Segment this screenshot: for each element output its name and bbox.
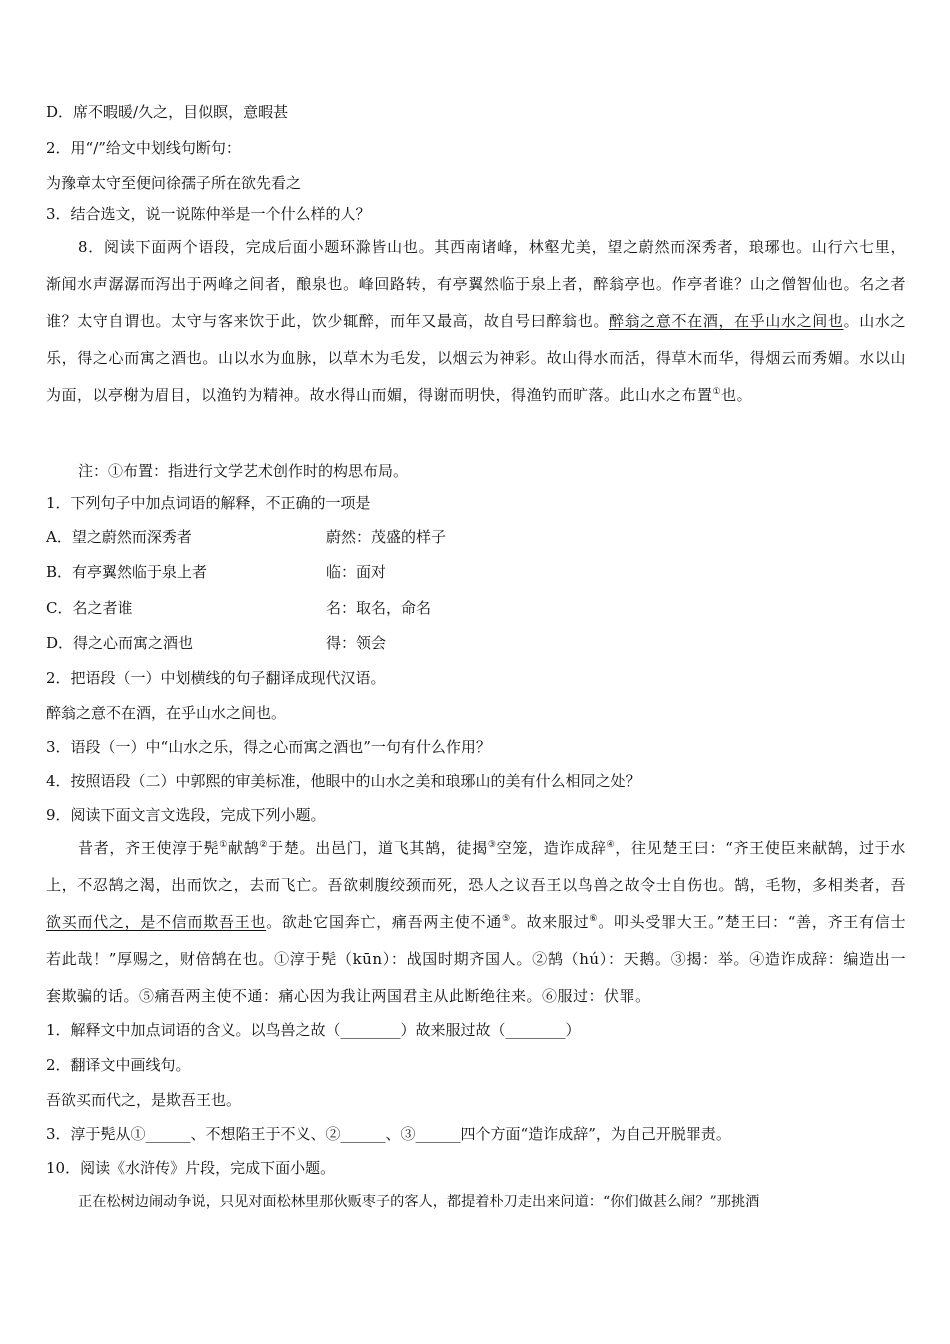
q8-question-1: 1．下列句子中加点词语的解释，不正确的一项是 <box>46 494 371 512</box>
q8-option-d: D．得之心而寓之酒也 <box>46 634 194 652</box>
q9-text-b: 献鹄 <box>228 839 260 857</box>
q8-passage <box>46 229 906 414</box>
q10-heading: 10．阅读《水浒传》片段，完成下面小题。 <box>46 1159 336 1177</box>
q8-note: 注：①布置：指进行文学艺术创作时的构思布局。 <box>78 462 409 480</box>
q8-option-a: A．望之蔚然而深秀者 <box>46 528 192 546</box>
q9-text-c: 于楚。出邑门，道飞其鹄，徒揭 <box>268 839 488 857</box>
q8-underlined-sentence: 醉翁之意不在酒，在乎山水之间也 <box>608 312 844 330</box>
q8-question-2-text: 醉翁之意不在酒，在乎山水之间也。 <box>46 704 287 722</box>
q9-passage <box>46 830 906 1015</box>
q9-question-1: 1．解释文中加点词语的含义。以鸟兽之故（________）故来服过故（________） <box>46 1021 581 1039</box>
q8-question-2: 2．把语段（一）中划横线的句子翻译成现代汉语。 <box>46 669 386 687</box>
q9-heading: 9．阅读下面文言文选段，完成下列小题。 <box>46 806 326 824</box>
q9-text-h: 。叩头受罪大王。”楚王曰：“善，齐王有信士若此哉！”厚赐之，财倍鹄在也。①淳于髡（kūn）：战国时期齐国人。②鹄（hú）：天鹅。③揭：举。④造诈成辞：编造出一套欺骗的话。⑤痛吾两主使不通：痛心因为我让两国君主从此断绝往来。⑥服过：伏罪。 <box>46 913 906 1005</box>
q9-text-g: 。故来服过 <box>510 913 590 931</box>
q9-text-a: 昔者，齐王使淳于髡 <box>78 839 220 857</box>
q8-passage-text-a: 8．阅读下面两个语段，完成后面小题环滁皆山也。其西南诸峰，林壑尤美，望之蔚然而深秀者，琅琊也。山行六七里，渐闻水声潺潺而泻出于两峰之间者，酿泉也。峰回路转，有亭翼然临于泉上者，醉翁亭也。作亭者谁？山之僧智仙也。名之者谁？太守自谓也。太守与客来饮于此，饮少辄醉，而年又最高，故自号曰醉翁也。 <box>46 238 906 330</box>
q7-question-3: 3．结合选文，说一说陈仲举是一个什么样的人？ <box>46 205 371 223</box>
q9-text-f: 。欲赴它国奔亡，痛吾两主使不通 <box>266 913 502 931</box>
q8-option-a-meaning: 蔚然：茂盛的样子 <box>326 528 447 546</box>
q9-mark-1: ① <box>219 840 229 850</box>
q7-option-d: D．席不暇暖/久之，目似瞑，意暇甚 <box>46 103 289 121</box>
q8-option-c-meaning: 名：取名，命名 <box>326 599 432 617</box>
q8-footnote-mark: ① <box>712 387 722 397</box>
q8-option-b: B．有亭翼然临于泉上者 <box>46 563 208 581</box>
q9-mark-3: ③ <box>487 840 497 850</box>
q7-question-2: 2．用“/”给文中划线句断句： <box>46 139 241 157</box>
q8-passage-text-b: 。山水之乐，得之心而寓之酒也。山以水为血脉，以草木为毛发，以烟云为神彩。故山得水而活，得草木而华，得烟云而秀媚。水以山为面，以亭榭为眉目，以渔钓为精神。故水得山而媚，得谢而明快，得渔钓而旷落。此山水之布置 <box>46 312 906 404</box>
q7-question-2-text: 为豫章太守至便问徐孺子所在欲先看之 <box>46 174 302 192</box>
q9-text-d: 空笼，造诈成辞 <box>496 839 607 857</box>
q9-mark-4: ④ <box>606 840 616 850</box>
q10-passage: 正在松树边闹动争说，只见对面松林里那伙贩枣子的客人，都提着朴刀走出来问道：“你们做甚么闹？”那挑酒 <box>78 1194 760 1210</box>
q9-question-3: 3．淳于髡从①______、不想陷王于不义、②______、③______四个方面“造诈成辞”，为自己开脱罪责。 <box>46 1125 731 1143</box>
q9-question-2: 2．翻译文中画线句。 <box>46 1056 191 1074</box>
q9-question-2-text: 吾欲买而代之，是欺吾王也。 <box>46 1091 242 1109</box>
q8-passage-text-c: 也。 <box>721 386 753 404</box>
q8-option-b-meaning: 临：面对 <box>326 563 387 581</box>
q8-question-4: 4．按照语段（二）中郭熙的审美标准，他眼中的山水之美和琅琊山的美有什么相同之处？ <box>46 772 641 790</box>
q9-text-e: ，往见楚王曰：“齐王使臣来献鹄，过于水上，不忍鹄之渴，出而饮之，去而飞亡。吾欲刺腹绞颈而死，恐人之议吾王以鸟兽之故令士自伤也。鹄，毛物，多相类者，吾 <box>46 839 906 894</box>
q8-question-3: 3．语段（一）中“山水之乐，得之心而寓之酒也”一句有什么作用？ <box>46 738 491 756</box>
q9-underlined-sentence: 欲买而代之，是不信而欺吾王也 <box>46 913 267 931</box>
q9-mark-5: ⑤ <box>501 914 511 924</box>
q9-mark-2: ② <box>259 840 269 850</box>
q8-option-d-meaning: 得：领会 <box>326 634 387 652</box>
q9-mark-6: ⑥ <box>589 914 599 924</box>
q8-option-c: C．名之者谁 <box>46 599 133 617</box>
